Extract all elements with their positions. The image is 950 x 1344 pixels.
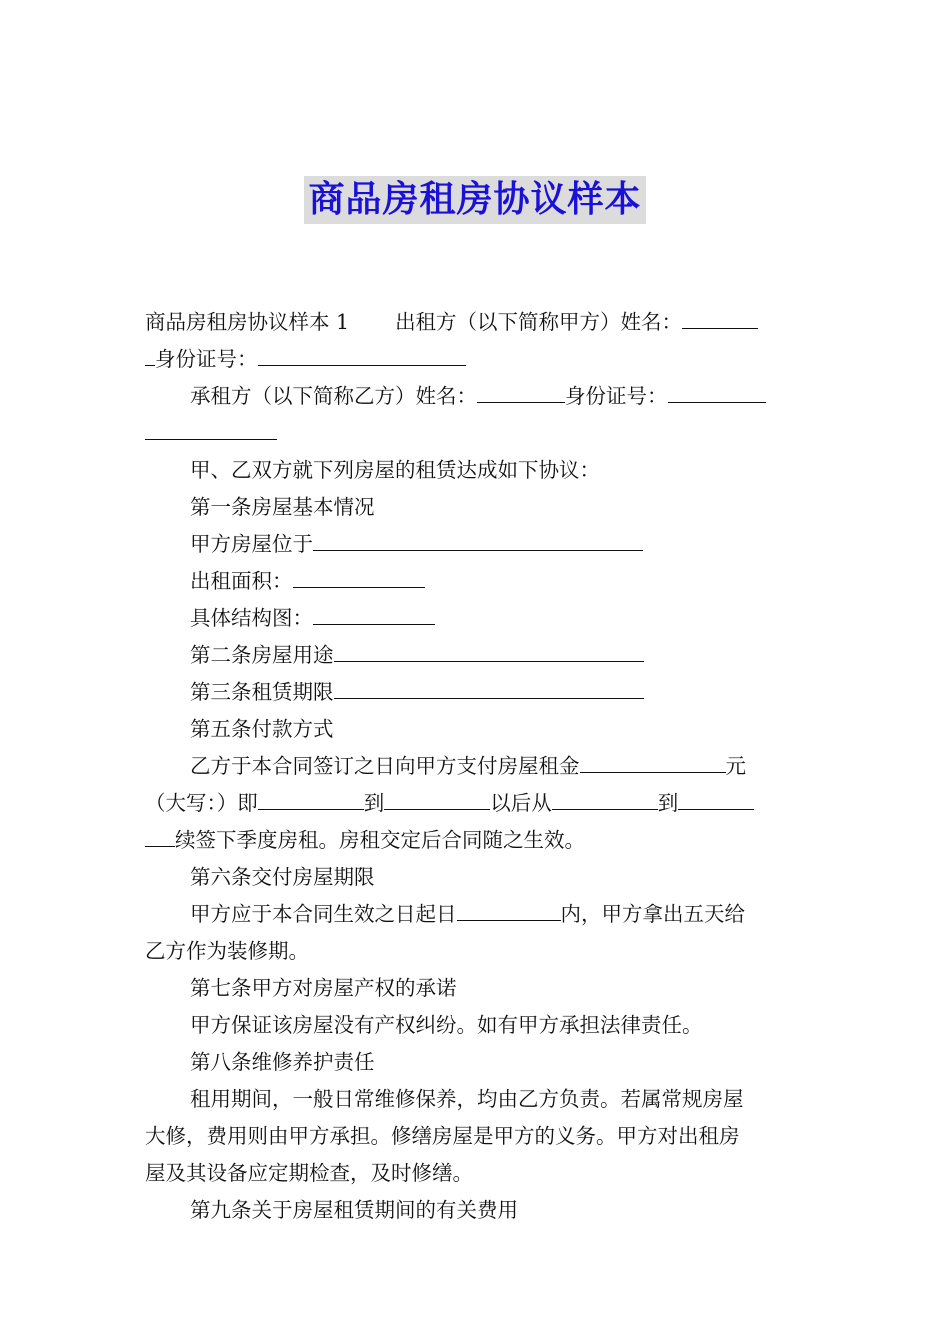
paragraph-line-25 (145, 1192, 807, 1229)
paragraph-line-14 (145, 785, 807, 822)
structure-label: 具体结构图： (190, 606, 313, 630)
delivery-days-blank (457, 898, 561, 921)
currency-unit: 元 (725, 754, 746, 778)
paragraph-line-5 (145, 452, 807, 489)
rental-area-label: 出租面积： (190, 569, 293, 593)
renewal-start-blank (552, 787, 658, 810)
delivery-text-cont: 内，甲方拿出五天给 (560, 902, 745, 926)
house-location-label: 甲方房屋位于 (190, 532, 313, 556)
rent-amount-blank (580, 750, 726, 773)
renewal-text: 续签下季度房租。房租交定后合同随之生效。 (175, 828, 585, 852)
paragraph-line-6 (145, 489, 807, 526)
paragraph-line-24 (145, 1155, 807, 1192)
article-5-heading: 第五条付款方式 (190, 717, 334, 741)
paragraph-line-11 (145, 674, 807, 711)
lessee-id-blank-cont (145, 417, 277, 440)
paragraph-line-18 (145, 933, 807, 970)
paragraph-line-21 (145, 1044, 807, 1081)
paragraph-line-8 (145, 563, 807, 600)
house-location-blank (313, 528, 643, 551)
amount-in-words: （大写：）即 (145, 791, 258, 815)
lessor-id-label: 身份证号： (155, 347, 258, 371)
rent-payment-text: 乙方于本合同签订之日向甲方支付房屋租金 (190, 754, 580, 778)
article-3-heading: 第三条租赁期限 (190, 680, 334, 704)
intro-text: 甲、乙双方就下列房屋的租赁达成如下协议： (190, 458, 600, 482)
paragraph-line-10 (145, 637, 807, 674)
maintenance-text-1: 租用期间，一般日常维修保养，均由乙方负责。若属常规房屋 (190, 1087, 744, 1111)
paragraph-line-20 (145, 1007, 807, 1044)
to-text-1: 到 (363, 791, 385, 815)
renovation-text: 乙方作为装修期。 (145, 939, 309, 963)
paragraph-line-15 (145, 822, 807, 859)
delivery-text: 甲方应于本合同生效之日起日 (190, 902, 457, 926)
paragraph-line-17 (145, 896, 807, 933)
house-use-blank (334, 639, 644, 662)
after-from-text: 以后从 (490, 791, 552, 815)
lessor-id-blank (258, 343, 466, 366)
paragraph-line-4 (145, 415, 807, 452)
paragraph-line-2 (145, 341, 807, 378)
paragraph-line-19 (145, 970, 807, 1007)
paragraph-line-9 (145, 600, 807, 637)
lessee-name-blank (477, 380, 565, 403)
lessee-id-label: 身份证号： (565, 384, 668, 408)
paragraph-line-23 (145, 1118, 807, 1155)
agreement-heading: 商品房租房协议样本 1 (145, 310, 350, 334)
property-guarantee-text: 甲方保证该房屋没有产权纠纷。如有甲方承担法律责任。 (190, 1013, 703, 1037)
lessor-name-label: 出租方（以下简称甲方）姓名： (395, 310, 683, 334)
lessee-id-blank (668, 380, 766, 403)
maintenance-text-3: 屋及其设备应定期检查，及时修缮。 (145, 1161, 473, 1185)
lessor-name-blank-cont (145, 343, 155, 366)
paragraph-line-1 (145, 304, 807, 341)
article-6-heading: 第六条交付房屋期限 (190, 865, 375, 889)
period-start-blank (258, 787, 364, 810)
to-text-2: 到 (657, 791, 679, 815)
paragraph-line-16 (145, 859, 807, 896)
lessor-name-blank (682, 306, 758, 329)
paragraph-line-7 (145, 526, 807, 563)
period-end-blank (384, 787, 490, 810)
document-body (145, 304, 807, 1229)
renewal-end-blank (678, 787, 754, 810)
document-title: 商品房租房协议样本 (304, 176, 645, 224)
lessee-name-label: 承租方（以下简称乙方）姓名： (190, 384, 477, 408)
paragraph-line-22 (145, 1081, 807, 1118)
paragraph-line-12 (145, 711, 807, 748)
title-container (0, 176, 950, 224)
renewal-end-blank-cont (145, 824, 175, 847)
structure-blank (313, 602, 435, 625)
maintenance-text-2: 大修，费用则由甲方承担。修缮房屋是甲方的义务。甲方对出租房 (145, 1124, 740, 1148)
lease-term-blank (334, 676, 644, 699)
article-1-heading: 第一条房屋基本情况 (190, 495, 375, 519)
article-8-heading: 第八条维修养护责任 (190, 1050, 375, 1074)
article-7-heading: 第七条甲方对房屋产权的承诺 (190, 976, 457, 1000)
article-2-heading: 第二条房屋用途 (190, 643, 334, 667)
article-9-heading: 第九条关于房屋租赁期间的有关费用 (190, 1198, 518, 1222)
rental-area-blank (293, 565, 425, 588)
paragraph-line-3 (145, 378, 807, 415)
paragraph-line-13 (145, 748, 807, 785)
